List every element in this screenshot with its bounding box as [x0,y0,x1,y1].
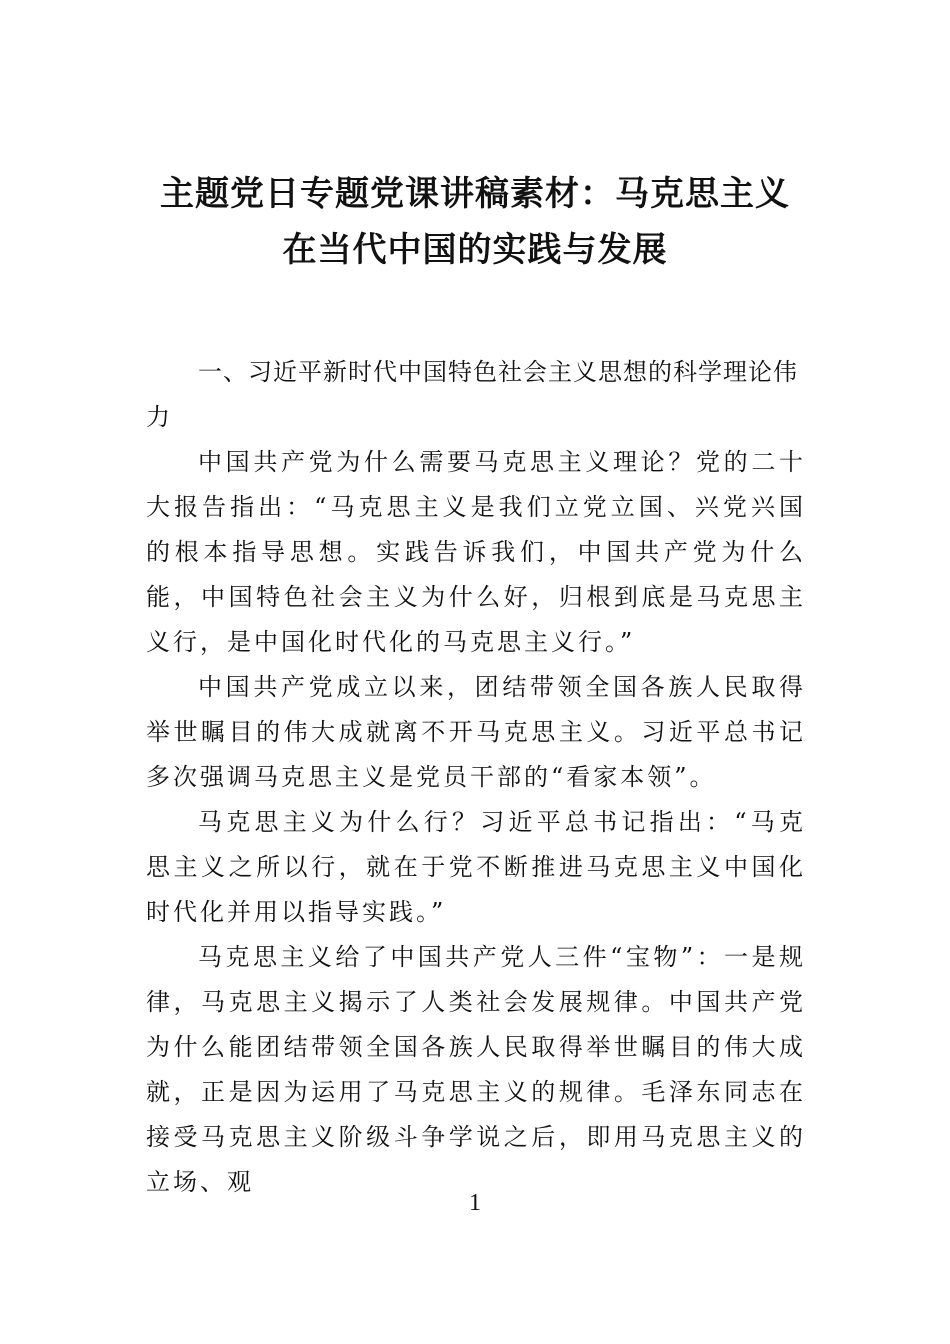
paragraph-3: 马克思主义为什么行？习近平总书记指出：“马克思主义之所以行，就在于党不断推进马克思主义中国化时代化并用以指导实践。” [146,808,806,926]
title-line-1: 主题党日专题党课讲稿素材：马克思主义 [160,174,790,214]
title-line-2: 在当代中国的实践与发展 [282,230,668,270]
paragraph-4: 马克思主义给了中国共产党人三件“宝物”：一是规律，马克思主义揭示了人类社会发展规律。中国共产党为什么能团结带领全国各族人民取得举世瞩目的伟大成就，正是因为运用了马克思主义的规律。毛泽东同志在接受马克思主义阶级斗争学说之后，即用马克思主义的立场、观 [146,943,806,1196]
section-heading: 一、习近平新时代中国特色社会主义思想的科学理论伟力 [146,358,798,431]
document-body [146,350,806,1205]
document-title [120,166,830,278]
page-number: 1 [469,1190,481,1216]
paragraph-1: 中国共产党为什么需要马克思主义理论？党的二十大报告指出：“马克思主义是我们立党立国、兴党兴国的根本指导思想。实践告诉我们，中国共产党为什么能，中国特色社会主义为什么好，归根到底是马克思主义行，是中国化时代化的马克思主义行。” [146,448,806,656]
paragraph-2: 中国共产党成立以来，团结带领全国各族人民取得举世瞩目的伟大成就离不开马克思主义。习近平总书记多次强调马克思主义是党员干部的“看家本领”。 [146,673,806,791]
